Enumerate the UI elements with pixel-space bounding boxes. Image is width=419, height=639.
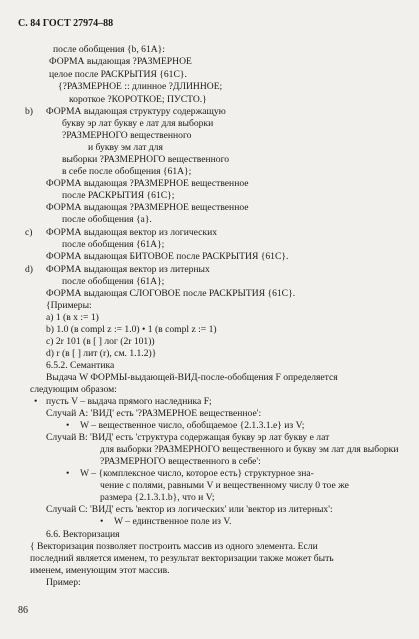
bullet: • xyxy=(66,420,70,431)
text-line: ?РАЗМЕРНОГО вещественного xyxy=(62,130,192,141)
example-line: c) 2r 101 (в [ ] лог (2r 101)) xyxy=(46,336,155,347)
text-line: W – {комплексное число, которое есть} структурное зна- xyxy=(80,468,314,479)
text-line: ФОРМА выдающая вектор из литерных xyxy=(46,264,210,275)
text-line: после обобщения {61A}; xyxy=(62,276,165,287)
text-line: ?РАЗМЕРНОГО вещественного в себе': xyxy=(100,456,261,467)
example-line: a) 1 (в x := 1) xyxy=(46,312,99,323)
text-line: Случай B: 'ВИД' есть 'структура содержащая букву эр лат букву е лат xyxy=(46,432,330,443)
item-label-b: b) xyxy=(25,106,33,117)
text-line: W – единственное поле из V. xyxy=(114,516,232,527)
text-line: ФОРМА выдающая ?РАЗМЕРНОЕ xyxy=(49,56,192,67)
text-line: после обобщения {61A}; xyxy=(62,239,165,250)
text-line: и букву эм лат для xyxy=(88,142,163,153)
text-line: {?РАЗМЕРНОЕ :: длинное ?ДЛИННОЕ; xyxy=(58,81,223,92)
page-header: С. 84 ГОСТ 27974–88 xyxy=(18,18,114,29)
bullet: • xyxy=(66,468,70,479)
text-line: { Векторизация позволяет построить массив из одного элемента. Если xyxy=(30,541,318,552)
page-number: 86 xyxy=(18,605,28,616)
text-line: Случай A: 'ВИД' есть '?РАЗМЕРНОЕ вещественное': xyxy=(46,408,262,419)
examples-heading: {Примеры: xyxy=(46,300,92,311)
item-label-d: d) xyxy=(25,264,33,275)
text-line: ФОРМА выдающая ?РАЗМЕРНОЕ вещественное xyxy=(46,178,249,189)
text-line: после РАСКРЫТИЯ {61C}; xyxy=(62,190,175,201)
text-line: W – вещественное число, обобщаемое {2.1.3.1.e} из V; xyxy=(80,420,305,431)
text-line: чение с полями, равными V и вещественному числу 0 тое же xyxy=(100,480,349,491)
example-line: b) 1.0 (в compl z := 1.0) • 1 (в compl z := 1) xyxy=(46,324,217,335)
example-line: d) r (в [ ] лит (r), см. 1.1.2)} xyxy=(46,348,157,359)
text-line: в себе после обобщения {61A}; xyxy=(62,166,192,177)
text-line: выборки ?РАЗМЕРНОГО вещественного xyxy=(62,154,230,165)
text-line: последний является именем, то результат векторизации также может быть xyxy=(30,553,334,564)
text-line: пусть V – выдача прямого наследника F; xyxy=(46,396,212,407)
text-line: Выдача W ФОРМЫ-выдающей-ВИД-после-обобщения F определяется xyxy=(46,372,338,383)
text-line: ФОРМА выдающая СЛОГОВОЕ после РАСКРЫТИЯ {61C}. xyxy=(46,288,296,299)
text-line: целое после РАСКРЫТИЯ {61C}. xyxy=(49,69,187,80)
item-label-c: c) xyxy=(25,227,33,238)
text-line: размера {2.1.3.1.b}, что и V; xyxy=(100,492,215,503)
text-line: ФОРМА выдающая структуру содержащую xyxy=(46,106,226,117)
text-line: короткое ?КОРОТКОЕ; ПУСТО.} xyxy=(69,94,207,105)
bullet: • xyxy=(34,396,38,407)
text-line: ФОРМА выдающая БИТОВОЕ после РАСКРЫТИЯ {61C}. xyxy=(46,251,289,262)
text-line: букву эр лат букву е лат для выборки xyxy=(62,118,214,129)
bullet: • xyxy=(100,516,104,527)
text-line: Пример: xyxy=(46,577,81,588)
text-line: для выборки ?РАЗМЕРНОГО вещественного и букву эм лат для выборки xyxy=(100,444,399,455)
section-heading: 6.5.2. Семантика xyxy=(46,360,115,371)
text-line: после обобщения {a}. xyxy=(62,214,152,225)
text-line: именем, именующим этот массив. xyxy=(30,565,170,576)
text-line: ФОРМА выдающая ?РАЗМЕРНОЕ вещественное xyxy=(46,202,249,213)
text-line: ФОРМА выдающая вектор из логических xyxy=(46,227,218,238)
text-line: следующим образом: xyxy=(30,384,117,395)
text-line: Случай C: 'ВИД' есть 'вектор из логических' или 'вектор из литерных': xyxy=(46,504,333,515)
text-line: после обобщения {b, 61A}: xyxy=(53,44,165,55)
section-heading: 6.6. Векторизация xyxy=(46,529,120,540)
